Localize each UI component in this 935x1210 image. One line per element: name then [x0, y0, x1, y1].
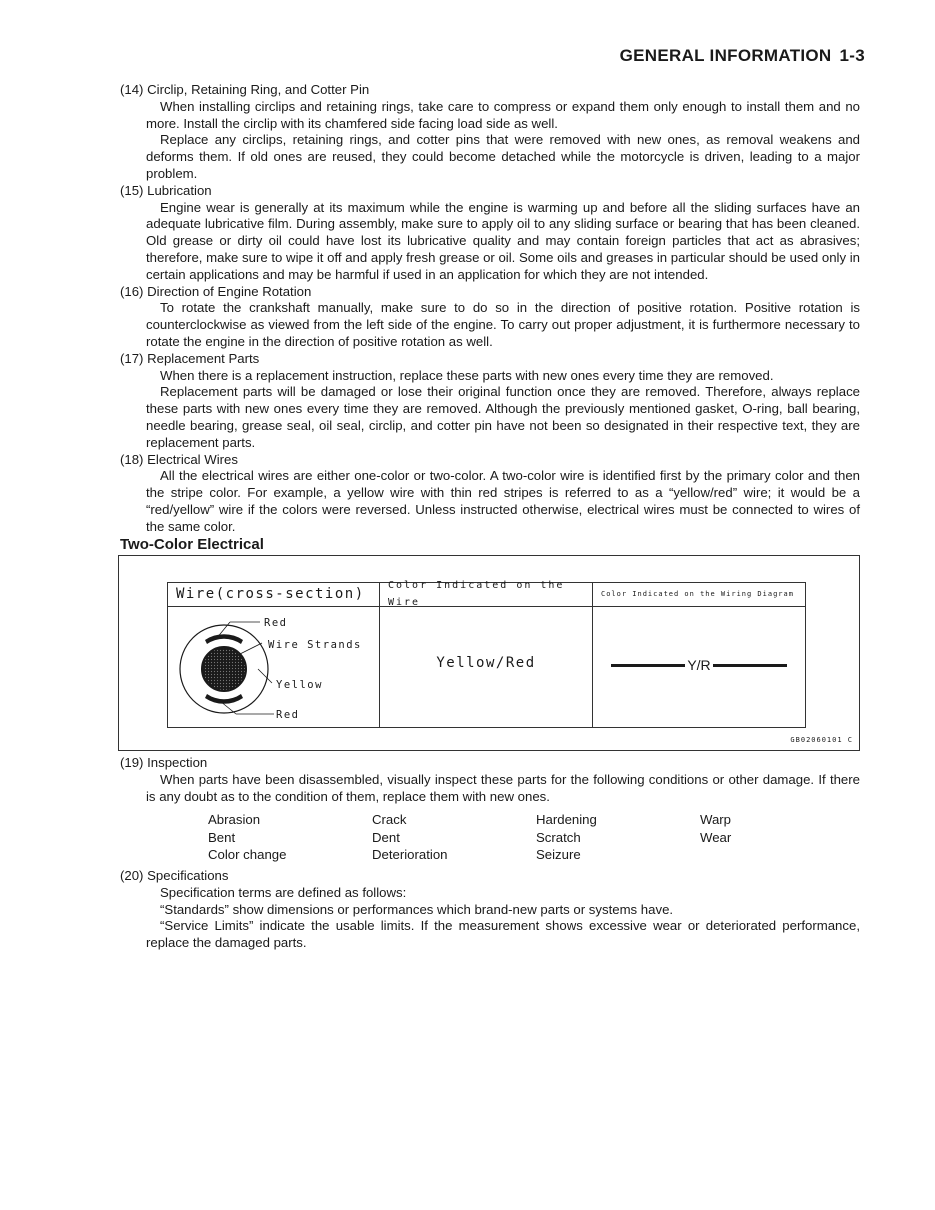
diagram-line-right: [713, 664, 787, 667]
section-17-paragraph-1: When there is a replacement instruction, replace these parts with new ones every time they are removed.: [160, 367, 774, 383]
wire-strands: [202, 647, 246, 691]
page-content: [118, 82, 860, 952]
two-color-wire-figure: [118, 555, 860, 751]
list-item: Abrasion: [208, 811, 261, 827]
section-20-paragraph-3: “Service Limits” indicate the usable limits. If the measurement shows excessive wear or deteriorated performance, replace the damaged parts.: [146, 918, 860, 951]
section-18-paragraph-1: All the electrical wires are either one-color or two-color. A two-color wire is identified first by the primary color and then the stripe color. For example, a yellow wire with thin red stripes is referred to as a “yellow/red” wire; it would be a “red/yellow” wire if the colors were reversed. Unless instructed otherwise, electrical wires must be connected to wires of the same color.: [146, 468, 860, 534]
section-title: GENERAL INFORMATION: [619, 46, 832, 65]
inspection-conditions-list: [208, 812, 860, 864]
list-item: Wear: [700, 829, 732, 845]
section-17-title: (17) Replacement Parts: [120, 350, 260, 366]
section-20-paragraph-2: “Standards” show dimensions or performances which brand-new parts or systems have.: [160, 901, 674, 917]
section-19-title: (19) Inspection: [120, 755, 208, 771]
section-16-paragraph-1: To rotate the crankshaft manually, make sure to do so in the direction of positive rotation. Positive rotation is counterclockwise as viewed from the left side of the engine. To carry out proper adjustment, it is furthermore necessary to rotate the engine in the direction of positive rotation as well.: [146, 300, 860, 349]
header-color-on-wire: Color Indicated on the Wire: [380, 583, 593, 607]
label-red-top: Red: [264, 617, 288, 630]
list-item: Dent: [372, 829, 400, 845]
header-color-on-diagram: Color Indicated on the Wiring Diagram: [593, 583, 805, 607]
list-item: Crack: [372, 811, 407, 827]
label-yellow: Yellow: [276, 679, 323, 692]
section-14-paragraph-1: When installing circlips and retaining rings, take care to compress or expand them only enough to install them and no more. Install the circlip with its chamfered side facing load side as well.: [146, 98, 860, 131]
section-16-title: (16) Direction of Engine Rotation: [120, 283, 312, 299]
label-wire-strands: Wire Strands: [268, 639, 362, 652]
wire-color-table: [167, 582, 806, 728]
list-item: Bent: [208, 829, 236, 845]
section-17-paragraph-2: Replacement parts will be damaged or lose their original function once they are removed. Therefore, always replace these parts with new ones every time they are removed. Although the previously mentioned gasket, O-ring, ball bearing, needle bearing, grease seal, oil seal, circlip, and cotter pin have not been so designated in their respective text, they are replacement parts.: [146, 384, 860, 450]
section-20-title: (20) Specifications: [120, 868, 229, 884]
wire-cross-section-cell: [168, 607, 380, 727]
diagram-color-code: Y/R: [687, 657, 711, 674]
header-wire-cross-section: Wire(cross-section): [168, 583, 380, 607]
section-20-paragraph-1: Specification terms are defined as follows:: [160, 884, 407, 900]
section-14-title: (14) Circlip, Retaining Ring, and Cotter Pin: [120, 82, 370, 97]
color-on-diagram-cell: [593, 607, 805, 727]
list-item: Color change: [208, 847, 287, 863]
wiring-diagram-symbol: [611, 657, 787, 674]
list-item: Hardening: [536, 811, 597, 827]
list-item: Scratch: [536, 829, 581, 845]
diagram-line-left: [611, 664, 685, 667]
page-number: 1-3: [839, 46, 865, 65]
list-item: Warp: [700, 811, 732, 827]
figure-heading: Two-Color Electrical: [120, 535, 264, 553]
section-15-paragraph-1: Engine wear is generally at its maximum while the engine is warming up and before all the sliding surfaces have an adequate lubricative film. During assembly, make sure to apply oil to any sliding surface or bearing that has been cleaned. Old grease or dirty oil could have lost its lubricative quality and may contain foreign particles that act as abrasives; therefore, make sure to wipe it off and apply fresh grease or oil. Some oils and greases in particular should be used only in certain applications and may be harmful if used in an application for which they are not intended.: [146, 199, 860, 282]
list-item: Seizure: [536, 847, 581, 863]
wire-color-name: Yellow/Red: [436, 655, 536, 672]
section-18-title: (18) Electrical Wires: [120, 451, 238, 467]
figure-code: GB02060101 C: [790, 735, 853, 744]
section-15-title: (15) Lubrication: [120, 182, 212, 198]
section-19-paragraph-1: When parts have been disassembled, visually inspect these parts for the following conditions or other damage. If there is any doubt as to the condition of them, replace them with new ones.: [146, 772, 860, 804]
section-14-paragraph-2: Replace any circlips, retaining rings, and cotter pins that were removed with new ones, as removal weakens and deforms them. If old ones are reused, they could become detached while the motorcycle is driven, leading to a major problem.: [146, 132, 860, 181]
color-on-wire-cell: [380, 607, 593, 727]
page-header: [620, 46, 865, 66]
list-item: Deterioration: [372, 847, 448, 863]
label-red-bottom: Red: [276, 709, 300, 722]
